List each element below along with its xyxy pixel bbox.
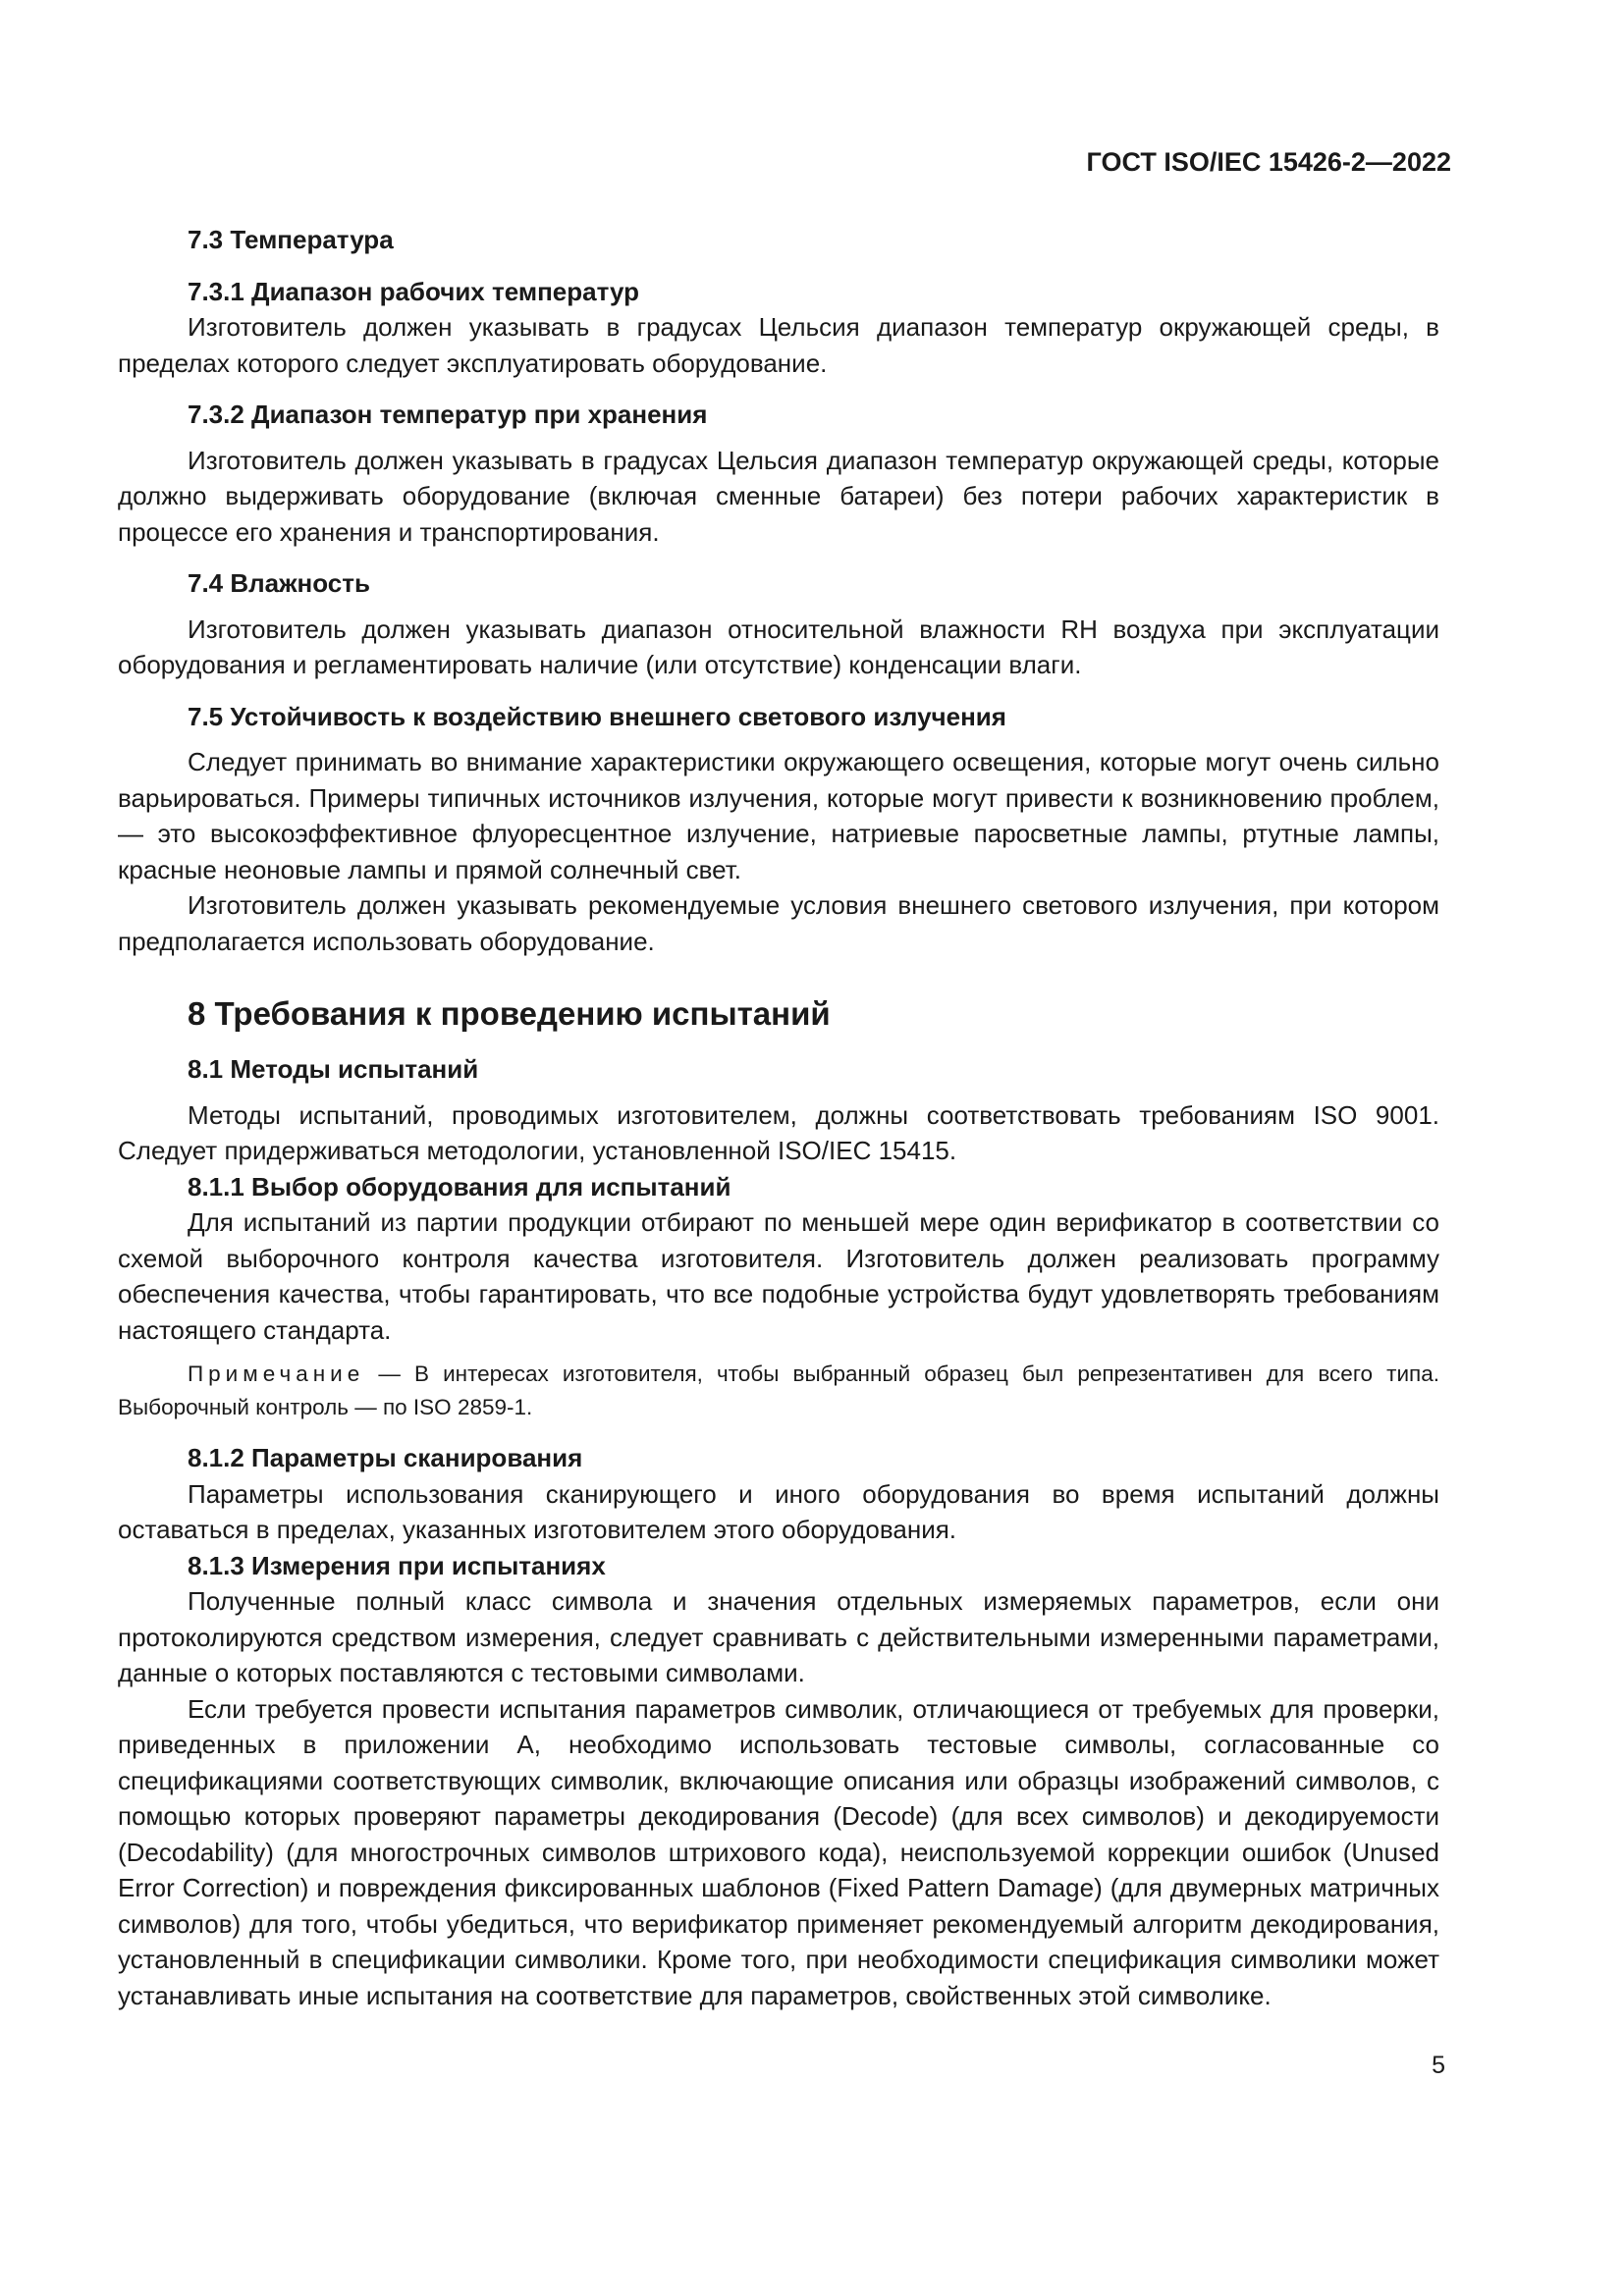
heading-7-4: 7.4 Влажность <box>188 568 370 598</box>
note-8-1-1 <box>118 1358 1439 1424</box>
heading-7-3: 7.3 Температура <box>188 225 394 254</box>
paragraph-8-1-3-a: Полученные полный класс символа и значения отдельных измеряемых параметров, если они протоколируются средством измерения, следует сравнивать с действительными измеренными параметрами, данные о которых поставляются с тестовыми символами. <box>118 1586 1439 1687</box>
paragraph-7-4: Изготовитель должен указывать диапазон относительной влажности RH воздуха при эксплуатации оборудования и регламентировать наличие (или отсутствие) конденсации влаги. <box>118 614 1439 679</box>
heading-7-3-2: 7.3.2 Диапазон температур при хранения <box>188 400 708 429</box>
heading-8: 8 Требования к проведению испытаний <box>188 995 831 1032</box>
paragraph-8-1-3-b: Если требуется провести испытания параметров символик, отличающиеся от требуемых для проверки, приведенных в приложении А, необходимо использовать тестовые символы, согласованные со спецификациями соответствующих символик, включающие описания или образцы изображений символов, с помощью которых проверяют параметры декодирования (Decode) (для всех символов) и декодируемости (Decodability) (для многострочных символов штрихового кода), неиспользуемой коррекции ошибок (Unused Error Correction) и повреждения фиксированных шаблонов (Fixed Pattern Damage) (для двумерных матричных символов) для того, чтобы убедиться, что верификатор применяет рекомендуемый алгоритм декодирования, установленный в спецификации символики. Кроме того, при необходимости спецификация символики может устанавливать иные испытания на соответствие для параметров, свойственных этой символике. <box>118 1693 1439 2010</box>
heading-8-1-3: 8.1.3 Измерения при испытаниях <box>188 1550 606 1580</box>
heading-8-1-2: 8.1.2 Параметры сканирования <box>188 1443 583 1472</box>
paragraph-8-1-1: Для испытаний из партии продукции отбирают по меньшей мере один верификатор в соответствии со схемой выборочного контроля качества изготовителя. Изготовитель должен реализовать программу обеспечения качества, чтобы гарантировать, что все подобные устройства будут удовлетворять требованиям настоящего стандарта. <box>118 1207 1439 1345</box>
standard-id-header: ГОСТ ISO/IEC 15426-2—2022 <box>1086 147 1451 177</box>
paragraph-8-1-2: Параметры использования сканирующего и иного оборудования во время испытаний должны оставаться в пределах, указанных изготовителем этого оборудования. <box>118 1478 1439 1544</box>
heading-7-5: 7.5 Устойчивость к воздействию внешнего светового излучения <box>188 701 1006 731</box>
paragraph-8-1: Методы испытаний, проводимых изготовителем, должны соответствовать требованиям ISO 9001. Следует придерживаться методологии, установленной ISO/IEC 15415. <box>118 1099 1439 1165</box>
paragraph-7-5-b: Изготовитель должен указывать рекомендуемые условия внешнего светового излучения, при котором предполагается использовать оборудование. <box>118 890 1439 956</box>
note-text: — В интересах изготовителя, чтобы выбранный образец был репрезентативен для всего типа. Выборочный контроль — по ISO 2859-1. <box>118 1362 1439 1419</box>
page-number: 5 <box>1432 2052 1445 2079</box>
heading-8-1: 8.1 Методы испытаний <box>188 1054 479 1084</box>
paragraph-7-5-a: Следует принимать во внимание характеристики окружающего освещения, которые могут очень сильно варьироваться. Примеры типичных источников излучения, которые могут привести к возникновению проблем, — это высокоэффективное флуоресцентное излучение, натриевые паросветные лампы, ртутные лампы, красные неоновые лампы и прямой солнечный свет. <box>118 747 1439 884</box>
document-body <box>118 222 1439 2013</box>
paragraph-7-3-2: Изготовитель должен указывать в градусах Цельсия диапазон температур окружающей среды, которые должно выдерживать оборудование (включая сменные батареи) без потери рабочих характеристик в процессе его хранения и транспортирования. <box>118 445 1439 547</box>
heading-7-3-1: 7.3.1 Диапазон рабочих температур <box>188 276 639 306</box>
note-label: Примечание <box>188 1362 365 1386</box>
heading-8-1-1: 8.1.1 Выбор оборудования для испытаний <box>188 1171 731 1201</box>
paragraph-7-3-1: Изготовитель должен указывать в градусах Цельсия диапазон температур окружающей среды, в пределах которого следует эксплуатировать оборудование. <box>118 312 1439 378</box>
